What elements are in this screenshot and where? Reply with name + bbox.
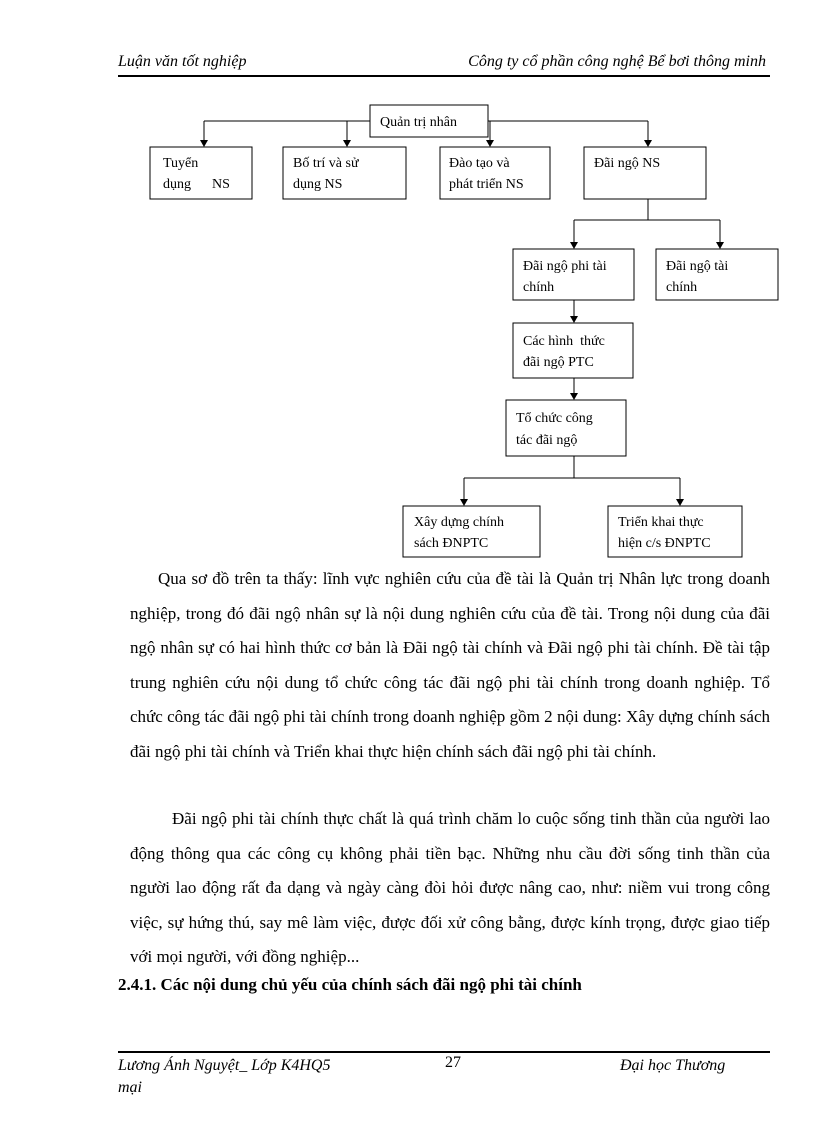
svg-text:Bố trí và sử: Bố trí và sử	[293, 156, 359, 171]
footer-author-cont: mại	[118, 1079, 142, 1096]
section-heading: 2.4.1. Các nội dung chủ yếu của chính sách đãi ngộ phi tài chính	[118, 975, 582, 994]
node-to-chuc	[506, 400, 626, 456]
svg-text:Đãi ngộ phi tài: Đãi ngộ phi tài	[523, 259, 607, 274]
node-dai-ngo-phi-tai-chinh	[513, 249, 634, 300]
svg-text:Quản trị nhân: Quản trị nhân	[380, 115, 457, 130]
svg-text:Đãi ngộ tài: Đãi ngộ tài	[666, 259, 729, 274]
node-dai-ngo-ns	[584, 147, 706, 199]
paragraph-2: Đãi ngộ phi tài chính thực chất là quá trình chăm lo cuộc sống tinh thần của người lao động thông qua các công cụ không phải tiền bạc. Những nhu cầu đời sống tinh thần của người lao động rất đa dạng và ngày càng đòi hỏi được nâng cao, như: niềm vui trong công việc, sự hứng thú, say mê làm việc, được đối xử công bằng, được kính trọng, được giao tiếp với mọi người, với đồng nghiệp...	[130, 809, 770, 966]
svg-text:Đãi ngộ NS: Đãi ngộ NS	[594, 156, 661, 171]
footer-university: Đại học Thương	[620, 1057, 726, 1074]
svg-text:Triển khai thực: Triển khai thực	[618, 515, 704, 530]
svg-text:sách ĐNPTC: sách ĐNPTC	[414, 536, 489, 551]
node-cac-hinh-thuc	[513, 323, 633, 378]
footer-rule	[118, 1051, 770, 1053]
svg-text:Các hình thức: Các hình thức	[523, 334, 605, 349]
svg-text:Xây dựng chính: Xây dựng chính	[414, 515, 505, 530]
footer-author: Lương Ánh Nguyệt_ Lớp K4HQ5	[118, 1057, 331, 1074]
paragraph-1: Qua sơ đồ trên ta thấy: lĩnh vực nghiên cứu của đề tài là Quản trị Nhân lực trong doanh nghiệp, trong đó đãi ngộ nhân sự là nội dung nghiên cứu của đề tài. Trong nội dung của đãi ngộ nhân sự có hai hình thức cơ bản là Đãi ngộ tài chính và Đãi ngộ phi tài chính. Đề tài tập trung nghiên cứu nội dung tổ chức công tác đãi ngộ phi tài chính trong doanh nghiệp. Tổ chức công tác đãi ngộ phi tài chính trong doanh nghiệp gồm 2 nội dung: Xây dựng chính sách đãi ngộ phi tài chính và Triển khai thực hiện chính sách đãi ngộ phi tài chính.	[130, 569, 770, 761]
svg-text:chính: chính	[666, 280, 698, 295]
node-xay-dung	[403, 506, 540, 557]
node-quan-tri-nhan	[370, 105, 488, 137]
svg-text:Đào tạo và: Đào tạo và	[449, 156, 510, 171]
node-bo-tri	[283, 147, 406, 199]
node-tuyen-dung	[150, 147, 252, 199]
svg-text:Tổ chức công: Tổ chức công	[516, 411, 593, 426]
svg-text:tác đãi ngộ: tác đãi ngộ	[516, 433, 578, 448]
node-dao-tao	[440, 147, 550, 199]
svg-text:Tuyển: Tuyển	[163, 156, 199, 171]
header-left: Luận văn tốt nghiệp	[118, 53, 247, 70]
node-trien-khai	[608, 506, 742, 557]
svg-text:chính: chính	[523, 280, 555, 295]
svg-text:dụng NS: dụng NS	[163, 177, 230, 192]
header-right: Công ty cổ phần công nghệ Bể bơi thông minh	[468, 53, 766, 70]
page-number: 27	[445, 1054, 461, 1071]
svg-text:dụng NS: dụng NS	[293, 177, 343, 192]
svg-text:phát triển NS: phát triển NS	[449, 177, 524, 192]
svg-text:hiện c/s ĐNPTC: hiện c/s ĐNPTC	[618, 536, 711, 551]
node-dai-ngo-tai-chinh	[656, 249, 778, 300]
svg-text:đãi ngộ PTC: đãi ngộ PTC	[523, 355, 594, 370]
org-diagram	[0, 0, 816, 560]
